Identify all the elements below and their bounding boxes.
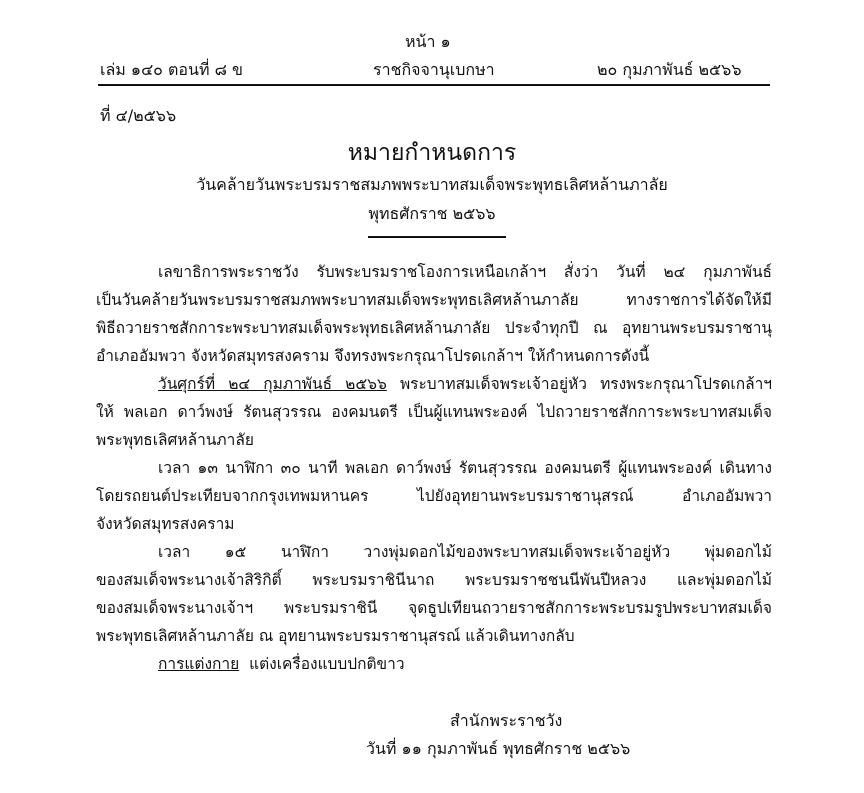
paragraph-line bbox=[96, 650, 772, 678]
paragraph-schedule-date bbox=[96, 370, 772, 454]
title-divider bbox=[368, 236, 506, 238]
schedule-date-text: พระบาทสมเด็จพระเจ้าอยู่หัว ทรงพระกรุณาโปรดเกล้าฯ bbox=[399, 375, 772, 393]
paragraph-line: ของสมเด็จพระนางเจ้าสิริกิติ์ พระบรมราชินีนาถ พระบรมราชชนนีพันปีหลวง และพุ่มดอกไม้ bbox=[96, 571, 772, 589]
paragraph-dress-code bbox=[96, 650, 772, 678]
paragraph-line: อำเภออัมพวา จังหวัดสมุทรสงคราม จึงทรงพระกรุณาโปรดเกล้าฯ ให้กำหนดการดังนี้ bbox=[96, 347, 650, 365]
notice-number: ที่ ๔/๒๕๖๖ bbox=[100, 106, 177, 125]
paragraph-departure bbox=[96, 454, 772, 538]
publication-date: ๒๐ กุมภาพันธ์ ๒๕๖๖ bbox=[597, 60, 742, 79]
issue-date: วันที่ ๑๑ กุมภาพันธ์ พุทธศักราช ๒๕๖๖ bbox=[366, 739, 631, 758]
paragraph-line bbox=[96, 370, 772, 398]
header-divider bbox=[98, 84, 770, 86]
document-title: หมายกำหนดการ bbox=[347, 140, 517, 166]
paragraph-line: เลขาธิการพระราชวัง รับพระบรมราชโองการเหนือเกล้าฯ สั่งว่า วันที่ ๒๔ กุมภาพันธ์ bbox=[158, 263, 772, 281]
paragraph-line: เวลา ๑๓ นาฬิกา ๓๐ นาที พลเอก ดาว์พงษ์ รัตนสุวรรณ องคมนตรี ผู้แทนพระองค์ เดินทาง bbox=[158, 459, 772, 477]
publication-name: ราชกิจจานุเบกษา bbox=[373, 60, 495, 79]
paragraph-line: พระพุทธเลิศหล้านภาลัย ณ อุทยานพระบรมราชานุสรณ์ แล้วเดินทางกลับ bbox=[96, 627, 575, 645]
document-year: พุทธศักราช ๒๕๖๖ bbox=[368, 204, 496, 223]
paragraph-line: จังหวัดสมุทรสงคราม bbox=[96, 515, 235, 533]
paragraph-line: เวลา ๑๕ นาฬิกา วางพุ่มดอกไม้ของพระบาทสมเด็จพระเจ้าอยู่หัว พุ่มดอกไม้ bbox=[158, 543, 772, 561]
schedule-date-label: วันศุกร์ที่ ๒๔ กุมภาพันธ์ ๒๕๖๖ bbox=[158, 375, 387, 393]
page-number: หน้า ๑ bbox=[405, 32, 451, 51]
volume-issue: เล่ม ๑๔๐ ตอนที่ ๘ ข bbox=[100, 60, 243, 79]
paragraph-ceremony bbox=[96, 538, 772, 650]
paragraph-line: โดยรถยนต์ประเทียบจากกรุงเทพมหานคร ไปยังอุทยานพระบรมราชานุสรณ์ อำเภออัมพวา bbox=[96, 487, 772, 505]
dress-code-text: แต่งเครื่องแบบปกติขาว bbox=[249, 655, 405, 673]
paragraph-line: พระพุทธเลิศหล้านภาลัย bbox=[96, 431, 254, 449]
document-subtitle: วันคล้ายวันพระบรมราชสมภพพระบาทสมเด็จพระพุทธเลิศหล้านภาลัย bbox=[196, 175, 668, 194]
paragraph-line: ของสมเด็จพระนางเจ้าฯ พระบรมราชินี จุดธูปเทียนถวายราชสักการะพระบรมรูปพระบาทสมเด็จ bbox=[96, 599, 772, 617]
paragraph-line: ให้ พลเอก ดาว์พงษ์ รัตนสุวรรณ องคมนตรี เป็นผู้แทนพระองค์ ไปถวายราชสักการะพระบาทสมเด็จ bbox=[96, 403, 772, 421]
dress-code-label: การแต่งกาย bbox=[158, 655, 240, 673]
paragraph-announcement bbox=[96, 258, 772, 370]
paragraph-line: เป็นวันคล้ายวันพระบรมราชสมภพพระบาทสมเด็จพระพุทธเลิศหล้านภาลัย ทางราชการได้จัดให้มี bbox=[96, 291, 772, 309]
issuing-office: สำนักพระราชวัง bbox=[450, 711, 563, 730]
paragraph-line: พิธีถวายราชสักการะพระบาทสมเด็จพระพุทธเลิศหล้านภาลัย ประจำทุกปี ณ อุทยานพระบรมราชานุ bbox=[96, 319, 772, 337]
